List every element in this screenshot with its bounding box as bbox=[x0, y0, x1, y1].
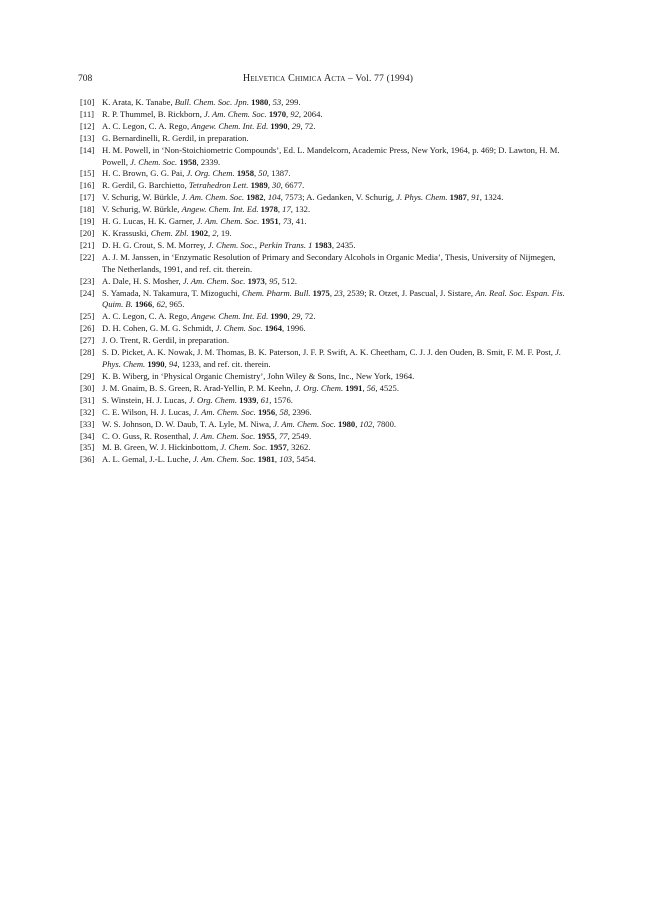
reference-source: 94 bbox=[168, 358, 178, 369]
reference-segment: V. Schurig, W. Bürkle, bbox=[102, 192, 182, 203]
reference-year: 1990 bbox=[270, 311, 288, 322]
reference-number: [15] bbox=[80, 168, 95, 179]
reference-number: [30] bbox=[80, 382, 95, 393]
reference-segment: M. B. Green, W. J. Hickinbottom, bbox=[102, 442, 221, 453]
reference-text bbox=[102, 276, 297, 286]
reference-item bbox=[80, 442, 570, 454]
reference-item bbox=[80, 240, 570, 252]
reference-text bbox=[102, 228, 232, 238]
reference-item bbox=[80, 335, 570, 347]
reference-segment: V. Schurig, W. Bürkle, bbox=[102, 204, 182, 215]
reference-year: 1973 bbox=[247, 275, 265, 286]
reference-source: J. Am. Chem. Soc. bbox=[182, 275, 246, 286]
reference-source: 103 bbox=[279, 454, 293, 465]
reference-year: 1958 bbox=[179, 156, 197, 167]
reference-source: 29 bbox=[291, 311, 301, 322]
reference-segment: , bbox=[263, 192, 268, 203]
reference-source: 23 bbox=[334, 287, 343, 298]
reference-source: J. Am. Chem. Soc. bbox=[204, 108, 267, 119]
reference-source: 92 bbox=[290, 108, 299, 119]
reference-item bbox=[80, 431, 570, 443]
reference-number: [14] bbox=[80, 144, 95, 155]
reference-segment: , 1387. bbox=[266, 168, 291, 179]
reference-segment: , 4525. bbox=[375, 382, 399, 393]
journal-name: Helvetica Chimica Acta bbox=[242, 73, 346, 84]
reference-segment: , 6677. bbox=[280, 180, 305, 191]
reference-item bbox=[80, 276, 570, 288]
reference-text bbox=[102, 204, 310, 214]
reference-item bbox=[80, 180, 570, 192]
reference-number: [21] bbox=[80, 240, 95, 251]
reference-item bbox=[80, 419, 570, 431]
reference-source: Angew. Chem. Int. Ed. bbox=[191, 120, 269, 131]
reference-year: 1990 bbox=[270, 120, 288, 131]
reference-year: 1939 bbox=[239, 394, 257, 405]
reference-segment: , bbox=[264, 275, 270, 286]
reference-year: 1970 bbox=[268, 108, 286, 119]
reference-year: 1989 bbox=[250, 180, 268, 191]
reference-segment: , 132. bbox=[290, 204, 311, 215]
reference-list bbox=[80, 97, 570, 466]
reference-year: 1956 bbox=[257, 406, 276, 417]
reference-text bbox=[102, 347, 561, 369]
reference-segment: S. Yamada, N. Takamura, T. Mizoguchi, bbox=[102, 287, 242, 298]
reference-segment: , bbox=[275, 406, 280, 417]
reference-segment: A. C. Legon, C. A. Rego, bbox=[102, 311, 192, 322]
reference-source: J. Am. Chem. Soc. bbox=[196, 216, 260, 227]
reference-item bbox=[80, 371, 570, 383]
reference-text bbox=[102, 419, 396, 429]
reference-year: 1955 bbox=[257, 430, 275, 441]
reference-source: 29 bbox=[291, 120, 301, 131]
reference-segment: A. Dale, H. S. Mosher, bbox=[102, 275, 183, 286]
reference-segment: , 41. bbox=[291, 216, 307, 227]
reference-segment: D. H. Cohen, G. M. G. Schmidt, bbox=[102, 323, 216, 334]
reference-segment: , 1996. bbox=[282, 323, 306, 334]
reference-segment: , 72. bbox=[300, 311, 316, 322]
reference-source: Chem. Pharm. Bull. bbox=[241, 287, 311, 298]
reference-item bbox=[80, 395, 570, 407]
reference-item bbox=[80, 133, 570, 145]
reference-item bbox=[80, 383, 570, 395]
reference-segment: H. M. Powell, in ‘Non-Stoichiometric Compounds’, Ed. L. Mandelcorn, Academic Press, New York, 1964, p. 469; D. Lawton, H. M. Powell, bbox=[102, 144, 560, 167]
reference-segment: , bbox=[208, 228, 213, 239]
reference-year: 1983 bbox=[314, 240, 332, 251]
reference-text bbox=[102, 442, 310, 452]
reference-text bbox=[102, 335, 229, 345]
reference-year: 1982 bbox=[246, 192, 264, 203]
reference-segment: C. O. Guss, R. Rosenthal, bbox=[102, 430, 193, 441]
reference-number: [26] bbox=[80, 323, 95, 334]
reference-segment: , bbox=[286, 108, 291, 119]
reference-item bbox=[80, 216, 570, 228]
reference-year: 1958 bbox=[236, 168, 254, 179]
running-head bbox=[78, 72, 578, 86]
reference-source: 102 bbox=[359, 418, 373, 429]
reference-segment: R. P. Thummel, B. Rickborn, bbox=[102, 108, 205, 119]
reference-segment: , bbox=[466, 192, 472, 203]
reference-text bbox=[102, 240, 355, 250]
reference-source: 53 bbox=[272, 97, 282, 107]
reference-segment: , 1233, and ref. cit. therein. bbox=[177, 358, 271, 369]
reference-source: 62 bbox=[156, 299, 166, 310]
reference-source: J. Am. Chem. Soc. bbox=[192, 454, 256, 465]
reference-text bbox=[102, 454, 316, 464]
reference-segment: , 2549. bbox=[287, 430, 312, 441]
reference-year: 1987 bbox=[449, 192, 467, 203]
reference-number: [24] bbox=[80, 287, 95, 298]
reference-number: [32] bbox=[80, 406, 95, 417]
reference-source: 17 bbox=[282, 204, 291, 215]
reference-item bbox=[80, 311, 570, 323]
reference-segment: , bbox=[256, 394, 261, 405]
reference-segment: R. Gerdil, G. Barchietto, bbox=[102, 180, 189, 191]
reference-number: [29] bbox=[80, 370, 95, 381]
reference-number: [17] bbox=[80, 192, 95, 203]
reference-source: J. Am. Chem. Soc. bbox=[181, 192, 245, 203]
reference-year: 1978 bbox=[260, 204, 278, 215]
reference-number: [10] bbox=[80, 97, 95, 107]
reference-year: 1951 bbox=[261, 216, 279, 227]
reference-item bbox=[80, 228, 570, 240]
reference-item bbox=[80, 97, 570, 109]
reference-item bbox=[80, 192, 570, 204]
reference-segment: H. C. Brown, G. G. Pai, bbox=[102, 168, 187, 179]
reference-segment: , bbox=[164, 358, 169, 369]
reference-year: 1902 bbox=[190, 228, 209, 239]
reference-segment: J. O. Trent, R. Gerdil, in preparation. bbox=[102, 335, 229, 346]
reference-segment: , 965. bbox=[165, 299, 185, 310]
reference-number: [16] bbox=[80, 180, 95, 191]
reference-segment: , 19. bbox=[216, 228, 232, 239]
reference-segment: W. S. Johnson, D. W. Daub, T. A. Lyle, M. Niwa, bbox=[102, 418, 274, 429]
reference-item bbox=[80, 454, 570, 466]
reference-item bbox=[80, 204, 570, 216]
reference-source: Chem. Zbl. bbox=[150, 228, 189, 239]
reference-item bbox=[80, 121, 570, 133]
reference-segment: , 7800. bbox=[372, 418, 397, 429]
reference-text bbox=[102, 145, 560, 167]
reference-segment: K. B. Wiberg, in ‘Physical Organic Chemistry’, John Wiley & Sons, Inc., New York, 1964. bbox=[102, 370, 415, 381]
reference-segment: , 5454. bbox=[292, 454, 316, 465]
reference-source: J. Phys. Chem. bbox=[102, 347, 562, 369]
reference-segment: , bbox=[274, 454, 280, 465]
reference-segment: , bbox=[152, 299, 157, 310]
reference-number: [13] bbox=[80, 132, 95, 143]
reference-segment: , bbox=[287, 311, 292, 322]
reference-year: 1975 bbox=[312, 287, 330, 298]
reference-source: 2 bbox=[212, 228, 217, 239]
reference-segment: A. L. Gemal, J.-L. Luche, bbox=[102, 454, 193, 465]
reference-number: [20] bbox=[80, 228, 95, 239]
reference-year: 1957 bbox=[269, 442, 287, 453]
page-number: 708 bbox=[78, 74, 93, 84]
reference-segment: K. Krassuski, bbox=[102, 228, 151, 239]
reference-segment: , bbox=[267, 180, 273, 191]
reference-text bbox=[102, 168, 291, 178]
volume-info: – Vol. 77 (1994) bbox=[345, 74, 414, 84]
reference-source: J. Org. Chem. bbox=[188, 394, 238, 405]
reference-item bbox=[80, 145, 570, 169]
reference-text bbox=[102, 109, 323, 119]
reference-source: Tetrahedron Lett. bbox=[188, 180, 249, 191]
reference-text bbox=[102, 216, 307, 226]
reference-year: 1981 bbox=[257, 454, 275, 465]
reference-segment: , 1576. bbox=[269, 394, 293, 405]
reference-text bbox=[102, 97, 301, 107]
reference-number: [23] bbox=[80, 275, 95, 286]
reference-number: [11] bbox=[80, 108, 94, 119]
reference-number: [22] bbox=[80, 252, 95, 262]
reference-segment: S. Winstein, H. J. Lucas, bbox=[102, 394, 189, 405]
reference-source: 95 bbox=[269, 275, 278, 286]
reference-segment: , bbox=[268, 97, 273, 107]
reference-segment: , bbox=[362, 382, 367, 393]
reference-item bbox=[80, 288, 570, 312]
reference-text bbox=[102, 192, 503, 202]
reference-source: 104 bbox=[267, 192, 281, 203]
reference-segment: J. M. Gnaim, B. S. Green, R. Arad-Yellin, P. M. Keehn, bbox=[102, 382, 295, 393]
reference-number: [34] bbox=[80, 430, 95, 441]
reference-year: 1990 bbox=[147, 358, 165, 369]
reference-source: 56 bbox=[366, 382, 376, 393]
reference-text bbox=[102, 407, 312, 417]
reference-year: 1980 bbox=[251, 97, 269, 107]
reference-number: [27] bbox=[80, 335, 95, 346]
reference-segment: A. J. M. Janssen, in ‘Enzymatic Resolution of Primary and Secondary Alcohols in Organic Media’, Thesis, University of Nijmegen, The Netherlands, 1991, and ref. cit. therein. bbox=[102, 252, 556, 274]
reference-segment: , bbox=[355, 418, 360, 429]
reference-source: J. Chem. Soc. bbox=[220, 442, 268, 453]
reference-item bbox=[80, 347, 570, 371]
reference-number: [19] bbox=[80, 216, 95, 227]
reference-text bbox=[102, 180, 304, 190]
reference-text bbox=[102, 323, 306, 333]
reference-segment: K. Arata, K. Tanabe, bbox=[102, 97, 175, 107]
reference-source: 61 bbox=[260, 394, 270, 405]
reference-source: 58 bbox=[279, 406, 289, 417]
reference-text bbox=[102, 121, 316, 131]
reference-segment: , 2435. bbox=[331, 240, 356, 251]
reference-source: J. Org. Chem. bbox=[186, 168, 235, 179]
reference-source: J. Am. Chem. Soc. bbox=[192, 430, 256, 441]
reference-segment: A. C. Legon, C. A. Rego, bbox=[102, 120, 192, 131]
reference-source: Angew. Chem. Int. Ed. bbox=[181, 204, 259, 215]
reference-source: Bull. Chem. Soc. Jpn. bbox=[174, 97, 249, 107]
reference-number: [18] bbox=[80, 204, 95, 215]
reference-source: Angew. Chem. Int. Ed. bbox=[191, 311, 269, 322]
reference-segment: , bbox=[329, 287, 335, 298]
reference-item bbox=[80, 109, 570, 121]
reference-item bbox=[80, 168, 570, 180]
reference-segment: , 2396. bbox=[288, 406, 312, 417]
reference-segment: , 299. bbox=[281, 97, 301, 107]
reference-number: [25] bbox=[80, 311, 95, 322]
reference-segment: , bbox=[278, 216, 283, 227]
page-header bbox=[78, 72, 578, 86]
reference-segment: G. Bernardinelli, R. Gerdil, in preparation. bbox=[102, 132, 249, 143]
reference-source: J. Chem. Soc., Perkin Trans. 1 bbox=[207, 240, 313, 251]
reference-segment: D. H. G. Crout, S. M. Morrey, bbox=[102, 240, 208, 251]
reference-segment: , 7573; A. Gedanken, V. Schurig, bbox=[280, 192, 397, 203]
reference-text bbox=[102, 252, 555, 274]
reference-segment: , 2064. bbox=[298, 108, 323, 119]
reference-item bbox=[80, 407, 570, 419]
reference-number: [35] bbox=[80, 442, 95, 453]
reference-segment: C. E. Wilson, H. J. Lucas, bbox=[102, 406, 194, 417]
reference-number: [12] bbox=[80, 120, 95, 131]
reference-source: J. Phys. Chem. bbox=[396, 192, 448, 203]
reference-year: 1980 bbox=[338, 418, 356, 429]
reference-source: J. Chem. Soc. bbox=[130, 156, 178, 167]
reference-text bbox=[102, 431, 311, 441]
reference-segment: , 1324. bbox=[479, 192, 504, 203]
reference-segment: , 3262. bbox=[286, 442, 311, 453]
reference-source: J. Am. Chem. Soc. bbox=[273, 418, 336, 429]
reference-number: [31] bbox=[80, 394, 95, 405]
reference-year: 1964 bbox=[264, 323, 282, 334]
reference-segment: , bbox=[277, 204, 283, 215]
reference-segment: , 72. bbox=[300, 120, 316, 131]
reference-segment: , 2539; R. Otzet, J. Pascual, J. Sistare, bbox=[342, 287, 476, 298]
reference-segment: H. G. Lucas, H. K. Garner, bbox=[102, 216, 197, 227]
reference-year: 1991 bbox=[345, 382, 363, 393]
reference-source: J. Org. Chem. bbox=[294, 382, 344, 393]
reference-item bbox=[80, 323, 570, 335]
reference-segment: , bbox=[274, 430, 279, 441]
reference-number: [36] bbox=[80, 454, 95, 465]
reference-number: [28] bbox=[80, 347, 95, 358]
reference-source: 73 bbox=[282, 216, 292, 227]
reference-source: J. Chem. Soc. bbox=[215, 323, 263, 334]
reference-segment: , bbox=[287, 120, 292, 131]
reference-source: An. Real. Soc. Espan. Fis. Quim. B. bbox=[102, 287, 565, 310]
reference-segment: , 2339. bbox=[196, 156, 221, 167]
reference-source: J. Am. Chem. Soc. bbox=[193, 406, 256, 417]
reference-number: [33] bbox=[80, 418, 95, 429]
reference-text bbox=[102, 395, 293, 405]
reference-segment: , bbox=[254, 168, 259, 179]
reference-text bbox=[102, 371, 414, 381]
reference-segment: , 512. bbox=[277, 275, 298, 286]
reference-source: 91 bbox=[471, 192, 480, 203]
reference-text bbox=[102, 383, 399, 393]
reference-source: 50 bbox=[258, 168, 267, 179]
reference-source: 77 bbox=[278, 430, 288, 441]
reference-item bbox=[80, 252, 570, 276]
reference-segment: S. D. Picket, A. K. Nowak, J. M. Thomas, B. K. Paterson, J. F. P. Swift, A. K. Cheetham, C. J. J. den Ouden, B. Smit, F. M. F. Post, bbox=[102, 347, 556, 358]
reference-text bbox=[102, 133, 249, 143]
reference-year: 1966 bbox=[134, 299, 153, 310]
reference-text bbox=[102, 311, 316, 321]
reference-text bbox=[102, 288, 565, 310]
reference-source: 30 bbox=[272, 180, 281, 191]
